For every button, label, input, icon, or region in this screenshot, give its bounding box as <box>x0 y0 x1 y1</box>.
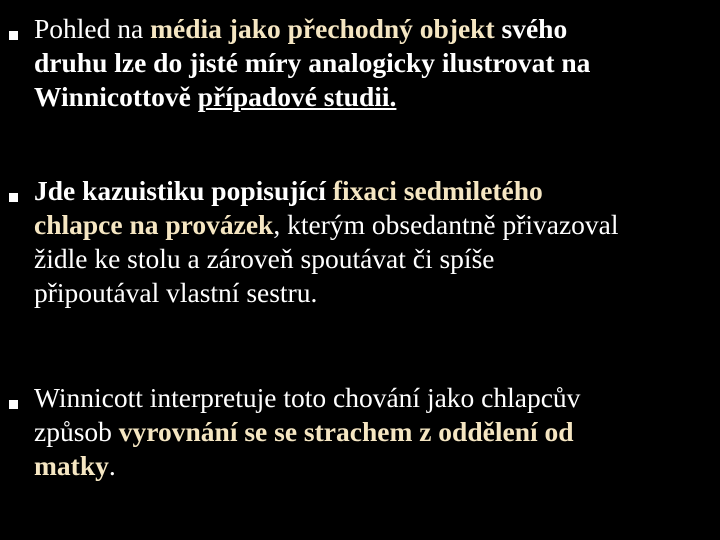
bullet-2-text-part-2: , kterým obsedantně přivazoval židle ke stolu a zároveň spoutávat či spíše připoutával vlastní sestru. <box>34 209 619 308</box>
bullet-1-text-part-1: Pohled na <box>34 13 151 44</box>
bullet-1-underlined-text: případové studii. <box>197 81 397 112</box>
bullet-1-highlight: média jako přechodný objekt <box>150 13 495 44</box>
bullet-3-text-part-1: Winnicott interpretuje toto chování jako chlapcův způsob <box>34 382 581 447</box>
bullet-3-highlight: vyrovnání se se strachem z oddělení od matky <box>34 416 574 481</box>
bullet-2-text-part-1: Jde kazuistiku popisující <box>34 175 333 206</box>
square-bullet-icon <box>9 400 18 409</box>
square-bullet-icon <box>9 31 18 40</box>
bullet-text-2 <box>34 174 720 310</box>
square-bullet-icon <box>9 193 18 202</box>
bullet-1-text-part-2: svého druhu lze do jisté míry analogicky ilustrovat na Winnicottově <box>34 13 591 112</box>
bullet-text-3 <box>34 381 720 483</box>
bullet-text-1 <box>34 12 720 114</box>
bullet-3-text-part-2: . <box>108 450 116 481</box>
bullet-2-highlight: fixaci sedmiletého chlapce na provázek <box>34 175 543 240</box>
